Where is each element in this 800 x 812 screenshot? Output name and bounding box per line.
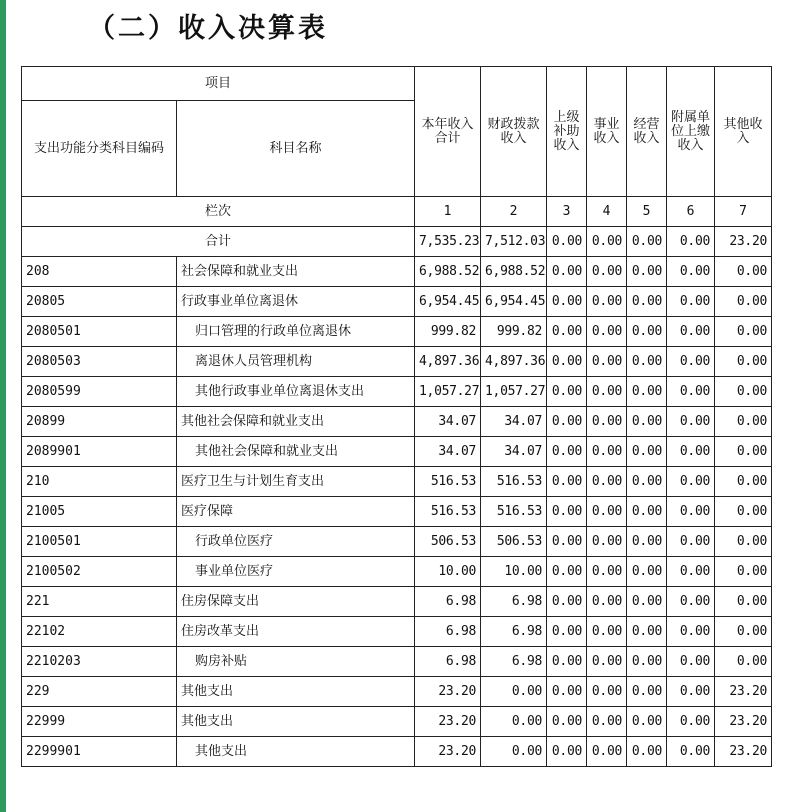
amount-cell: 23.20 bbox=[715, 737, 772, 767]
subject-name: 住房改革支出 bbox=[177, 617, 415, 647]
amount-cell: 23.20 bbox=[415, 737, 481, 767]
total-value: 0.00 bbox=[547, 227, 587, 257]
amount-cell: 0.00 bbox=[627, 407, 667, 437]
subject-name: 事业单位医疗 bbox=[177, 557, 415, 587]
total-row bbox=[22, 227, 772, 257]
table-row bbox=[22, 617, 772, 647]
amount-cell: 0.00 bbox=[667, 527, 715, 557]
subject-code: 2100502 bbox=[22, 557, 177, 587]
table-row bbox=[22, 647, 772, 677]
amount-cell: 0.00 bbox=[587, 677, 627, 707]
subject-code: 210 bbox=[22, 467, 177, 497]
amount-cell: 0.00 bbox=[667, 437, 715, 467]
amount-cell: 0.00 bbox=[627, 647, 667, 677]
amount-cell: 0.00 bbox=[587, 437, 627, 467]
subject-code: 2299901 bbox=[22, 737, 177, 767]
amount-cell: 0.00 bbox=[627, 557, 667, 587]
amount-cell: 6,954.45 bbox=[481, 287, 547, 317]
column-number: 1 bbox=[415, 197, 481, 227]
amount-cell: 0.00 bbox=[667, 377, 715, 407]
header-code: 支出功能分类科目编码 bbox=[22, 101, 177, 197]
header-operating: 经营收入 bbox=[627, 67, 667, 197]
total-value: 23.20 bbox=[715, 227, 772, 257]
amount-cell: 4,897.36 bbox=[481, 347, 547, 377]
column-number: 5 bbox=[627, 197, 667, 227]
table-row bbox=[22, 347, 772, 377]
amount-cell: 0.00 bbox=[587, 527, 627, 557]
amount-cell: 0.00 bbox=[627, 677, 667, 707]
amount-cell: 506.53 bbox=[415, 527, 481, 557]
header-subsidiary: 附属单位上缴收入 bbox=[667, 67, 715, 197]
amount-cell: 0.00 bbox=[715, 587, 772, 617]
subject-name: 其他支出 bbox=[177, 707, 415, 737]
amount-cell: 0.00 bbox=[587, 287, 627, 317]
amount-cell: 0.00 bbox=[715, 617, 772, 647]
header-project: 项目 bbox=[22, 67, 415, 101]
header-row-index-label: 栏次 bbox=[22, 197, 415, 227]
amount-cell: 516.53 bbox=[415, 467, 481, 497]
amount-cell: 6.98 bbox=[481, 587, 547, 617]
amount-cell: 0.00 bbox=[587, 497, 627, 527]
subject-code: 20805 bbox=[22, 287, 177, 317]
subject-code: 229 bbox=[22, 677, 177, 707]
amount-cell: 0.00 bbox=[667, 287, 715, 317]
table-row bbox=[22, 677, 772, 707]
subject-name: 离退休人员管理机构 bbox=[177, 347, 415, 377]
amount-cell: 6.98 bbox=[415, 617, 481, 647]
amount-cell: 23.20 bbox=[715, 707, 772, 737]
header-row-index bbox=[22, 197, 772, 227]
amount-cell: 0.00 bbox=[627, 317, 667, 347]
amount-cell: 10.00 bbox=[481, 557, 547, 587]
amount-cell: 0.00 bbox=[627, 347, 667, 377]
subject-code: 2089901 bbox=[22, 437, 177, 467]
amount-cell: 6,954.45 bbox=[415, 287, 481, 317]
amount-cell: 999.82 bbox=[481, 317, 547, 347]
subject-name: 其他支出 bbox=[177, 677, 415, 707]
amount-cell: 34.07 bbox=[415, 437, 481, 467]
table-row bbox=[22, 497, 772, 527]
table-row bbox=[22, 467, 772, 497]
amount-cell: 6,988.52 bbox=[415, 257, 481, 287]
amount-cell: 0.00 bbox=[481, 677, 547, 707]
subject-name: 其他支出 bbox=[177, 737, 415, 767]
subject-code: 221 bbox=[22, 587, 177, 617]
amount-cell: 0.00 bbox=[715, 257, 772, 287]
amount-cell: 0.00 bbox=[715, 527, 772, 557]
subject-code: 22102 bbox=[22, 617, 177, 647]
subject-name: 医疗保障 bbox=[177, 497, 415, 527]
table-row bbox=[22, 407, 772, 437]
amount-cell: 0.00 bbox=[587, 737, 627, 767]
amount-cell: 0.00 bbox=[587, 557, 627, 587]
amount-cell: 0.00 bbox=[667, 647, 715, 677]
amount-cell: 516.53 bbox=[481, 497, 547, 527]
amount-cell: 0.00 bbox=[667, 707, 715, 737]
amount-cell: 0.00 bbox=[627, 707, 667, 737]
amount-cell: 0.00 bbox=[627, 497, 667, 527]
table-row bbox=[22, 707, 772, 737]
amount-cell: 0.00 bbox=[627, 257, 667, 287]
amount-cell: 0.00 bbox=[715, 467, 772, 497]
left-edge-bar bbox=[0, 0, 6, 812]
amount-cell: 6,988.52 bbox=[481, 257, 547, 287]
page-title: （二）收入决算表 bbox=[88, 13, 328, 44]
amount-cell: 0.00 bbox=[547, 647, 587, 677]
amount-cell: 0.00 bbox=[715, 437, 772, 467]
amount-cell: 0.00 bbox=[715, 647, 772, 677]
amount-cell: 516.53 bbox=[481, 467, 547, 497]
amount-cell: 0.00 bbox=[627, 617, 667, 647]
header-total-income: 本年收入合计 bbox=[415, 67, 481, 197]
subject-name: 住房保障支出 bbox=[177, 587, 415, 617]
amount-cell: 0.00 bbox=[481, 707, 547, 737]
amount-cell: 34.07 bbox=[481, 407, 547, 437]
amount-cell: 0.00 bbox=[547, 527, 587, 557]
amount-cell: 506.53 bbox=[481, 527, 547, 557]
subject-name: 归口管理的行政单位离退休 bbox=[177, 317, 415, 347]
amount-cell: 0.00 bbox=[547, 437, 587, 467]
column-number: 2 bbox=[481, 197, 547, 227]
amount-cell: 0.00 bbox=[715, 287, 772, 317]
total-value: 0.00 bbox=[667, 227, 715, 257]
amount-cell: 23.20 bbox=[415, 707, 481, 737]
amount-cell: 0.00 bbox=[587, 647, 627, 677]
total-value: 7,512.03 bbox=[481, 227, 547, 257]
subject-code: 2210203 bbox=[22, 647, 177, 677]
amount-cell: 0.00 bbox=[627, 587, 667, 617]
amount-cell: 0.00 bbox=[547, 617, 587, 647]
subject-name: 其他社会保障和就业支出 bbox=[177, 407, 415, 437]
subject-name: 社会保障和就业支出 bbox=[177, 257, 415, 287]
amount-cell: 0.00 bbox=[587, 467, 627, 497]
table-row bbox=[22, 377, 772, 407]
total-value: 7,535.23 bbox=[415, 227, 481, 257]
subject-code: 20899 bbox=[22, 407, 177, 437]
amount-cell: 0.00 bbox=[627, 737, 667, 767]
subject-code: 22999 bbox=[22, 707, 177, 737]
amount-cell: 0.00 bbox=[587, 707, 627, 737]
amount-cell: 0.00 bbox=[667, 467, 715, 497]
amount-cell: 1,057.27 bbox=[415, 377, 481, 407]
amount-cell: 0.00 bbox=[627, 527, 667, 557]
total-value: 0.00 bbox=[587, 227, 627, 257]
amount-cell: 0.00 bbox=[667, 587, 715, 617]
amount-cell: 0.00 bbox=[587, 257, 627, 287]
amount-cell: 0.00 bbox=[627, 377, 667, 407]
amount-cell: 0.00 bbox=[715, 497, 772, 527]
table-row bbox=[22, 527, 772, 557]
table-row bbox=[22, 257, 772, 287]
amount-cell: 0.00 bbox=[587, 587, 627, 617]
amount-cell: 0.00 bbox=[547, 467, 587, 497]
amount-cell: 0.00 bbox=[587, 347, 627, 377]
amount-cell: 6.98 bbox=[415, 587, 481, 617]
amount-cell: 0.00 bbox=[547, 317, 587, 347]
amount-cell: 34.07 bbox=[415, 407, 481, 437]
table-row bbox=[22, 587, 772, 617]
amount-cell: 0.00 bbox=[715, 557, 772, 587]
subject-code: 21005 bbox=[22, 497, 177, 527]
header-name: 科目名称 bbox=[177, 101, 415, 197]
amount-cell: 0.00 bbox=[547, 707, 587, 737]
subject-name: 行政单位医疗 bbox=[177, 527, 415, 557]
amount-cell: 0.00 bbox=[627, 437, 667, 467]
amount-cell: 0.00 bbox=[667, 347, 715, 377]
amount-cell: 0.00 bbox=[547, 497, 587, 527]
amount-cell: 0.00 bbox=[627, 287, 667, 317]
subject-name: 其他行政事业单位离退休支出 bbox=[177, 377, 415, 407]
income-table bbox=[21, 66, 772, 767]
table-row bbox=[22, 437, 772, 467]
amount-cell: 0.00 bbox=[587, 377, 627, 407]
amount-cell: 0.00 bbox=[715, 347, 772, 377]
amount-cell: 0.00 bbox=[667, 677, 715, 707]
amount-cell: 0.00 bbox=[547, 287, 587, 317]
total-value: 0.00 bbox=[627, 227, 667, 257]
subject-name: 医疗卫生与计划生育支出 bbox=[177, 467, 415, 497]
subject-code: 2080501 bbox=[22, 317, 177, 347]
subject-name: 行政事业单位离退休 bbox=[177, 287, 415, 317]
amount-cell: 0.00 bbox=[715, 377, 772, 407]
subject-name: 其他社会保障和就业支出 bbox=[177, 437, 415, 467]
amount-cell: 0.00 bbox=[667, 497, 715, 527]
amount-cell: 1,057.27 bbox=[481, 377, 547, 407]
header-upper-subsidy: 上级补助收入 bbox=[547, 67, 587, 197]
header-fiscal: 财政拨款收入 bbox=[481, 67, 547, 197]
amount-cell: 516.53 bbox=[415, 497, 481, 527]
amount-cell: 0.00 bbox=[547, 347, 587, 377]
table-row bbox=[22, 287, 772, 317]
amount-cell: 0.00 bbox=[547, 377, 587, 407]
subject-code: 208 bbox=[22, 257, 177, 287]
amount-cell: 0.00 bbox=[547, 587, 587, 617]
amount-cell: 0.00 bbox=[547, 557, 587, 587]
amount-cell: 0.00 bbox=[547, 407, 587, 437]
amount-cell: 0.00 bbox=[667, 257, 715, 287]
amount-cell: 0.00 bbox=[715, 407, 772, 437]
amount-cell: 0.00 bbox=[667, 317, 715, 347]
total-label: 合计 bbox=[22, 227, 415, 257]
amount-cell: 0.00 bbox=[547, 737, 587, 767]
amount-cell: 0.00 bbox=[587, 407, 627, 437]
table-row bbox=[22, 317, 772, 347]
table-row bbox=[22, 737, 772, 767]
amount-cell: 0.00 bbox=[587, 617, 627, 647]
header-business: 事业收入 bbox=[587, 67, 627, 197]
amount-cell: 0.00 bbox=[587, 317, 627, 347]
subject-name: 购房补贴 bbox=[177, 647, 415, 677]
column-number: 4 bbox=[587, 197, 627, 227]
amount-cell: 999.82 bbox=[415, 317, 481, 347]
amount-cell: 0.00 bbox=[667, 737, 715, 767]
amount-cell: 0.00 bbox=[667, 617, 715, 647]
amount-cell: 6.98 bbox=[481, 647, 547, 677]
amount-cell: 6.98 bbox=[481, 617, 547, 647]
amount-cell: 23.20 bbox=[715, 677, 772, 707]
subject-code: 2080503 bbox=[22, 347, 177, 377]
subject-code: 2080599 bbox=[22, 377, 177, 407]
amount-cell: 0.00 bbox=[547, 677, 587, 707]
table-row bbox=[22, 557, 772, 587]
amount-cell: 34.07 bbox=[481, 437, 547, 467]
column-number: 6 bbox=[667, 197, 715, 227]
amount-cell: 4,897.36 bbox=[415, 347, 481, 377]
amount-cell: 0.00 bbox=[667, 557, 715, 587]
amount-cell: 0.00 bbox=[627, 467, 667, 497]
amount-cell: 0.00 bbox=[481, 737, 547, 767]
amount-cell: 10.00 bbox=[415, 557, 481, 587]
amount-cell: 0.00 bbox=[547, 257, 587, 287]
amount-cell: 0.00 bbox=[715, 317, 772, 347]
subject-code: 2100501 bbox=[22, 527, 177, 557]
column-number: 3 bbox=[547, 197, 587, 227]
amount-cell: 23.20 bbox=[415, 677, 481, 707]
header-other: 其他收入 bbox=[715, 67, 772, 197]
amount-cell: 6.98 bbox=[415, 647, 481, 677]
column-number: 7 bbox=[715, 197, 772, 227]
header-row-project bbox=[22, 67, 772, 101]
amount-cell: 0.00 bbox=[667, 407, 715, 437]
